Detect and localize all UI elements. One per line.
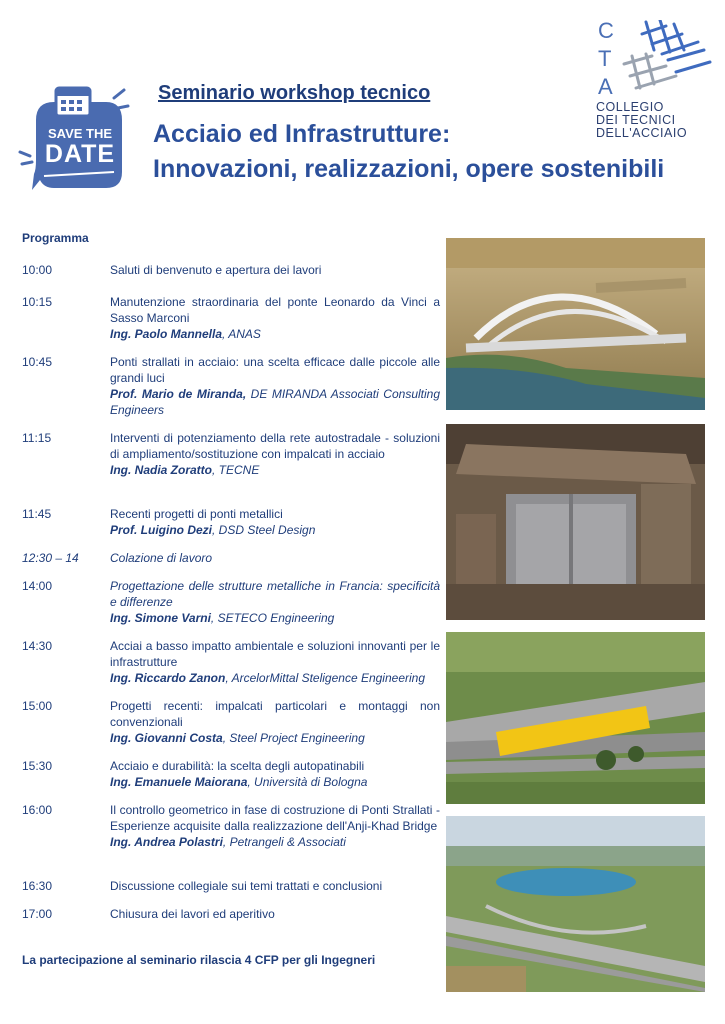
save-the-date-badge (14, 80, 134, 198)
item-time: 10:00 (22, 263, 53, 277)
item-affiliation: , ArcelorMittal Steligence Engineering (225, 671, 426, 685)
title-line2: Innovazioni, realizzazioni, opere sostenibili (153, 155, 665, 183)
item-affiliation: , ANAS (222, 327, 261, 341)
item-speaker: Ing. Paolo Mannella (110, 327, 223, 341)
item-time: 10:45 (22, 355, 53, 369)
item-title: Saluti di benvenuto e apertura dei lavori (110, 263, 322, 277)
badge-line2: DATE (44, 140, 116, 168)
cta-logo (592, 18, 712, 138)
item-affiliation: , SETECO Engineering (210, 611, 335, 625)
item-affiliation: , Steel Project Engineering (222, 731, 365, 745)
item-time: 16:00 (22, 803, 53, 817)
item-speaker: Prof. Mario de Miranda, (110, 387, 247, 401)
item-affiliation: , TECNE (212, 463, 260, 477)
title-line1: Acciaio ed Infrastrutture: (153, 120, 451, 148)
photo-yellow-bridge (446, 632, 705, 804)
logo-line1: COLLEGIO (596, 100, 664, 114)
item-time: 11:15 (22, 431, 52, 445)
logo-line2: DEI TECNICI (596, 113, 676, 127)
item-affiliation: , DSD Steel Design (212, 523, 316, 537)
item-affiliation: , Università di Bologna (247, 775, 368, 789)
logo-line3: DELL'ACCIAIO (596, 126, 688, 140)
item-title: Progettazione delle strutture metalliche in Francia: specificità e differenze (110, 579, 440, 609)
item-time: 11:45 (22, 507, 52, 521)
item-time: 14:00 (22, 579, 53, 593)
logo-letter-t: T (598, 46, 612, 71)
item-speaker: Ing. Giovanni Costa (110, 731, 223, 745)
seminar-subtitle: Seminario workshop tecnico (158, 82, 431, 104)
item-speaker: Ing. Riccardo Zanon (110, 671, 226, 685)
item-title: Ponti strallati in acciaio: una scelta efficace dalle piccole alle grandi luci (110, 355, 440, 385)
item-time: 15:00 (22, 699, 53, 713)
item-time: 10:15 (22, 295, 53, 309)
photo-steel-workshop (446, 424, 705, 620)
item-time: 16:30 (22, 879, 53, 893)
item-affiliation: DE MIRANDA Associati Consulting Engineers (110, 387, 441, 417)
logo-letter-c: C (598, 18, 614, 43)
item-title: Progetti recenti: impalcati particolari e montaggi non convenzionali (110, 699, 440, 729)
item-time: 15:30 (22, 759, 53, 773)
item-speaker: Ing. Simone Varni (110, 611, 211, 625)
item-affiliation: , Petrangeli & Associati (222, 835, 346, 849)
item-title: Il controllo geometrico in fase di costruzione di Ponti Strallati - Esperienze acquisite dalla realizzazione dell'Anji-Khad Bridge (110, 803, 440, 833)
item-title: Colazione di lavoro (110, 551, 213, 565)
badge-line1: SAVE THE (47, 126, 113, 141)
item-title: Recenti progetti di ponti metallici (110, 507, 283, 521)
item-speaker: Ing. Nadia Zoratto (110, 463, 212, 477)
logo-grid-icon (622, 20, 712, 100)
item-speaker: Ing. Andrea Polastri (110, 835, 223, 849)
item-title: Acciai a basso impatto ambientale e soluzioni innovanti per le infrastrutture (110, 639, 440, 669)
item-title: Acciaio e durabilità: la scelta degli autopatinabili (110, 759, 365, 773)
item-time: 17:00 (22, 907, 53, 921)
item-title: Interventi di potenziamento della rete autostradale - soluzioni di ampliamento/sostituzione con impalcati in acciaio (110, 431, 440, 461)
photo-highway-lake (446, 816, 705, 992)
cfp-note: La partecipazione al seminario rilascia 4 CFP per gli Ingegneri (22, 953, 376, 967)
item-title: Discussione collegiale sui temi trattati e conclusioni (110, 879, 383, 893)
item-title: Manutenzione straordinaria del ponte Leonardo da Vinci a Sasso Marconi (110, 295, 440, 325)
programme-heading: Programma (22, 231, 89, 245)
photo-arch-bridge (446, 238, 705, 410)
item-title: Chiusura dei lavori ed aperitivo (110, 907, 275, 921)
item-speaker: Ing. Emanuele Maiorana (110, 775, 248, 789)
item-speaker: Prof. Luigino Dezi (110, 523, 212, 537)
item-time: 14:30 (22, 639, 53, 653)
logo-letter-a: A (598, 74, 613, 99)
item-time: 12:30 – 14 (22, 551, 79, 565)
